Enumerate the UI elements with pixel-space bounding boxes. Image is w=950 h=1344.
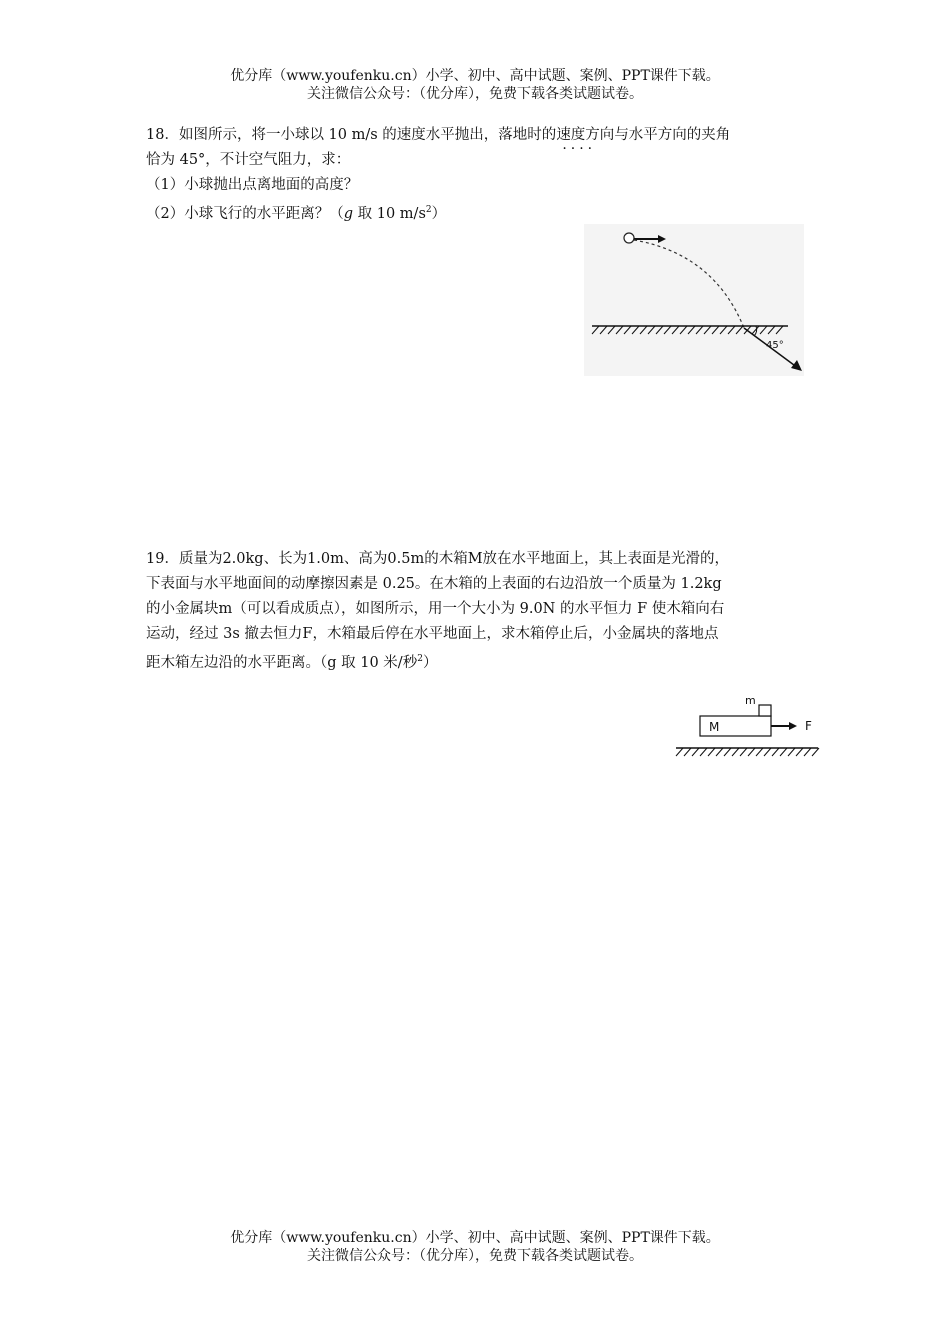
- hatch-mark: [700, 748, 707, 756]
- ball: [624, 233, 634, 243]
- q19-line-5: [146, 647, 826, 676]
- q18-g-symbol: g: [343, 205, 354, 222]
- force-arrowhead: [789, 722, 797, 730]
- q19-line-1: 19．质量为2.0kg、长为1.0m、高为0.5m的木箱M放在水平地面上，其上表面是光滑的，: [146, 551, 730, 567]
- hatch-mark: [748, 748, 755, 756]
- projectile-figure: [584, 224, 804, 376]
- floor-hatching: [676, 748, 819, 756]
- q19-line-5-text-a: 距木箱左边沿的水平距离。（g 取 10 米/秒: [146, 654, 418, 671]
- q18-sub-1: （1）小球抛出点离地面的高度？: [146, 177, 359, 193]
- hatch-mark: [764, 748, 771, 756]
- hatch-mark: [788, 748, 795, 756]
- small-block: [759, 705, 771, 716]
- q18-line-1: [146, 123, 826, 148]
- force-label: F: [805, 719, 812, 733]
- q18-line-2: 恰为 45°，不计空气阻力，求：: [146, 152, 351, 168]
- q19-line-5-text-b: ）: [422, 654, 438, 671]
- hatch-mark: [780, 748, 787, 756]
- hatch-mark: [804, 748, 811, 756]
- header-line-2: 关注微信公众号：（优分库），免费下载各类试题试卷。: [307, 86, 643, 102]
- q19-line-2: 下表面与水平地面间的动摩擦因素是 0.25。在木箱的上表面的右边沿放一个质量为 1.2kg: [146, 576, 722, 592]
- q18-sub-2-text-b: 取 10 m/s: [353, 205, 426, 222]
- q18-sub-2: [146, 198, 826, 227]
- q18-line-1-text-a: 18．如图所示，将一小球以 10 m/s 的速度水平抛出，落地时的: [146, 127, 557, 143]
- q19-line-3: 的小金属块m（可以看成质点），如图所示，用一个大小为 9.0N 的水平恒力 F 使木箱向右: [146, 601, 725, 617]
- angle-label: 45°: [766, 340, 784, 351]
- footer-line-1: 优分库（www.youfenku.cn）小学、初中、高中试题、案例、PPT课件下载。: [230, 1230, 720, 1246]
- q18-emphasized-text: 速度方向 ····: [556, 127, 614, 143]
- q18-sub-2-text-c: ）: [431, 205, 447, 222]
- header-line-1: 优分库（www.youfenku.cn）小学、初中、高中试题、案例、PPT课件下载。: [230, 68, 720, 84]
- figure-background: [584, 224, 804, 376]
- q19-line-4: 运动，经过 3s 撤去恒力F，木箱最后停在水平地面上，求木箱停止后，小金属块的落地点: [146, 626, 719, 642]
- question-18: [146, 123, 826, 227]
- footer-line-2: 关注微信公众号：（优分库），免费下载各类试题试卷。: [307, 1248, 643, 1264]
- q18-exponent: 2: [425, 205, 432, 215]
- hatch-mark: [716, 748, 723, 756]
- question-19: [146, 547, 826, 676]
- q18-line-1-text-c: 与水平方向的夹角: [614, 127, 731, 143]
- hatch-mark: [796, 748, 803, 756]
- hatch-mark: [684, 748, 691, 756]
- hatch-mark: [740, 748, 747, 756]
- hatch-mark: [732, 748, 739, 756]
- hatch-mark: [724, 748, 731, 756]
- page-footer: [0, 1229, 950, 1265]
- q19-exponent: 2: [417, 654, 423, 664]
- hatch-mark: [676, 748, 683, 756]
- box-figure: [672, 690, 824, 762]
- hatch-mark: [708, 748, 715, 756]
- hatch-mark: [692, 748, 699, 756]
- hatch-mark: [772, 748, 779, 756]
- big-mass-label: M: [709, 720, 720, 734]
- hatch-mark: [812, 748, 819, 756]
- page-header: [0, 67, 950, 103]
- q18-sub-2-text-a: （2）小球飞行的水平距离？（: [146, 205, 344, 222]
- hatch-mark: [756, 748, 763, 756]
- small-mass-label: m: [745, 694, 756, 707]
